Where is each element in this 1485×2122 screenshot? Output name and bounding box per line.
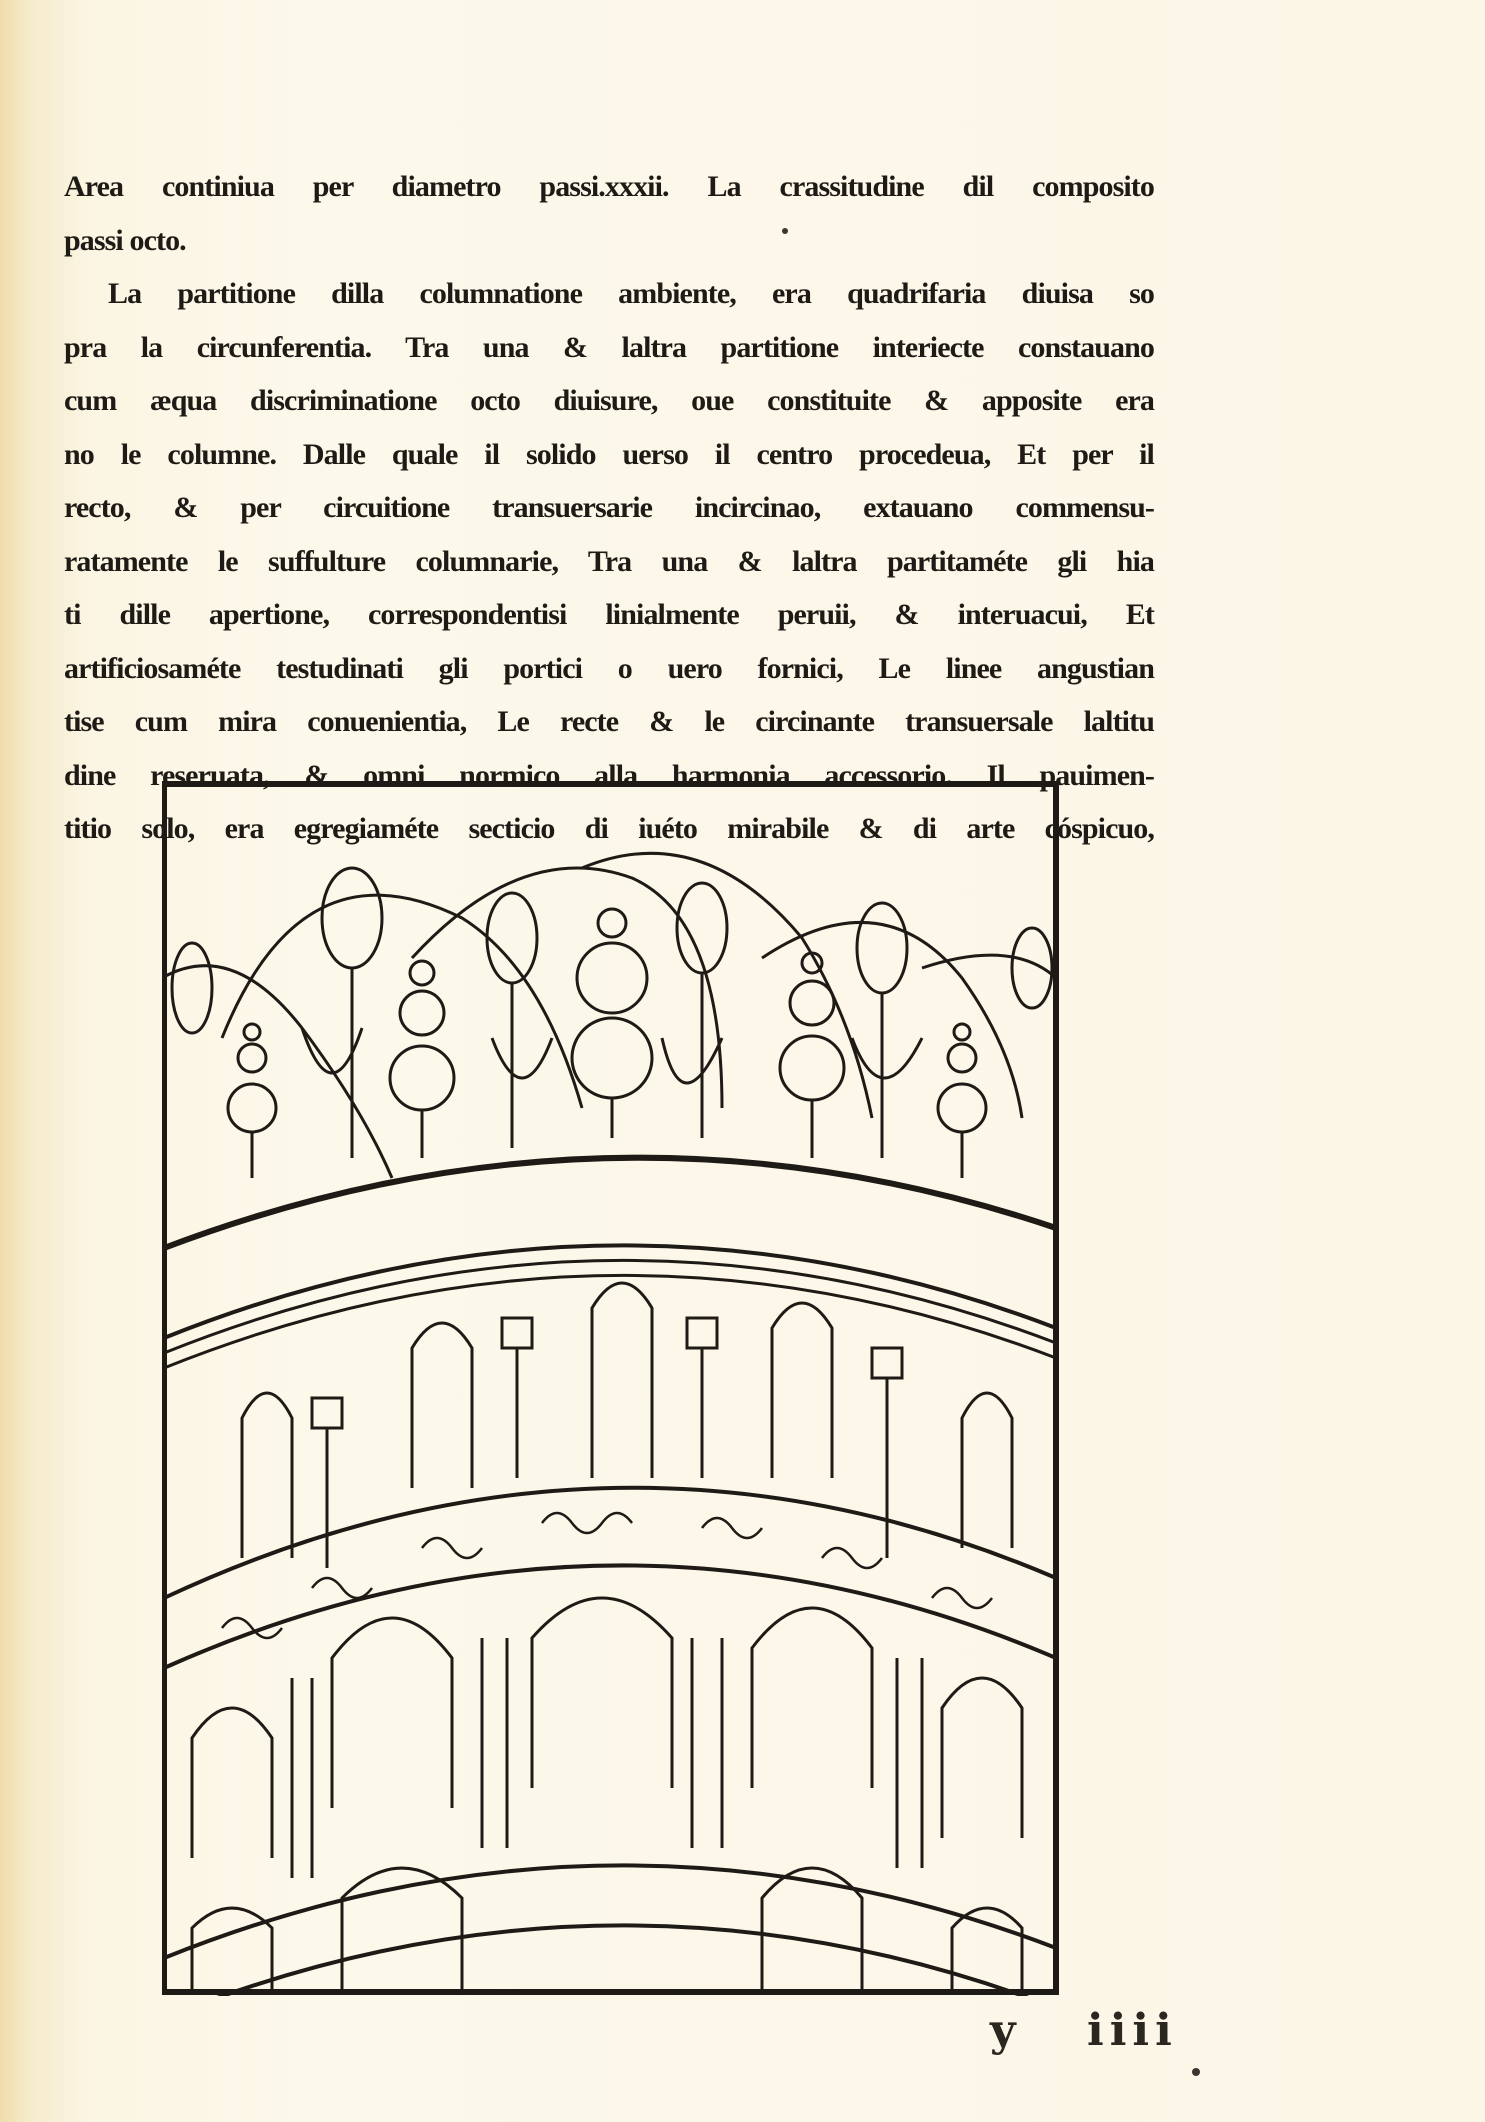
text-line-2: passi octo.	[64, 223, 186, 257]
text-line-5: cum æqua discriminatione octo diuisure, oue constituite & apposite era	[64, 384, 1154, 417]
colosseum-woodcut-icon	[162, 778, 1060, 1996]
body-text	[64, 160, 1154, 856]
signature-number: iiii	[1087, 2005, 1178, 2056]
text-line-11: tise cum mira conuenientia, Le recte & le circinante transuersale laltitu	[64, 705, 1154, 738]
text-line-13: titio solo, era egregiaméte secticio di iuéto mirabile & di arte cóspicuo,	[64, 812, 1154, 845]
ink-speck	[1192, 2068, 1200, 2076]
text-line-7: recto, & per circuitione transuersarie incircinao, extauano commensu-	[64, 491, 1154, 524]
ink-speck	[782, 228, 788, 234]
text-line-12: dine reseruata, & omni normico alla harmonia accessorio. Il pauimen-	[64, 758, 1154, 792]
woodcut-illustration	[162, 778, 1060, 1996]
text-line-6: no le columne. Dalle quale il solido uerso il centro procedeua, Et per il	[64, 437, 1154, 471]
text-line-9: ti dille apertione, correspondentisi linialmente peruii, & interuacui, Et	[64, 598, 1154, 631]
text-line-1: Area continiua per diametro passi.xxxii. La crassitudine dil composito	[64, 170, 1154, 203]
signature-letter: y	[990, 2005, 1016, 2056]
text-line-3: La partitione dilla columnatione ambiente, era quadrifaria diuisa so	[108, 277, 1154, 310]
text-line-4: pra la circunferentia. Tra una & laltra partitione interiecte constauano	[64, 330, 1154, 364]
text-line-10: artificiosaméte testudinati gli portici o uero fornici, Le linee angustian	[64, 651, 1154, 685]
text-line-8: ratamente le suffulture columnarie, Tra una & laltra partitaméte gli hia	[64, 544, 1154, 578]
